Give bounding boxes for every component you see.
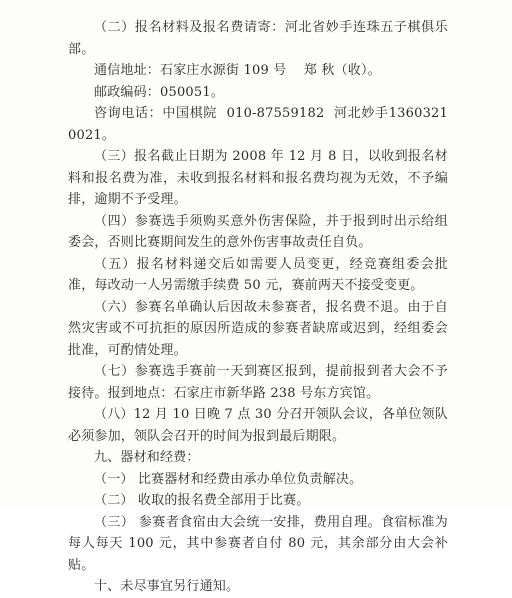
paragraph-check-in: （七）参赛选手赛前一天到赛区报到，提前报到者大会不予接待。报到地点：石家庄市新华路 238 号东方宾馆。 (68, 364, 448, 401)
paragraph-contact-phone: 咨询电话：中国棋院 010-87559182 河北妙手13603210021。 (68, 106, 448, 143)
paragraph-equipment: （一） 比赛器材和经费由承办单位负责解决。 (94, 471, 363, 487)
section-heading-equipment-funding: 九、器材和经费： (94, 450, 200, 465)
paragraph-registration-mail: （二）报名材料及报名费请寄：河北省妙手连珠五子棋俱乐部。 (68, 20, 448, 57)
paragraph-leaders-meeting: （八）12 月 10 日晚 7 点 30 分召开领队会议，各单位领队必须参加，领队会召开的时间为报到最后期限。 (68, 407, 448, 444)
paragraph-insurance: （四）参赛选手须购买意外伤害保险，并于报到时出示给组委会，否则比赛期间发生的意外伤害事故责任自负。 (68, 213, 448, 250)
paragraph-fee-usage: （二） 收取的报名费全部用于比赛。 (94, 493, 310, 508)
document-body (68, 17, 448, 598)
paragraph-postal-code: 邮政编码：050051。 (94, 84, 225, 100)
paragraph-accommodation: （三） 参赛者食宿由大会统一安排，费用自理。食宿标准为每人每天 100 元，其中参赛者自付 80 元，其余部分由大会补贴。 (68, 514, 448, 573)
paragraph-absence: （六）参赛名单确认后因故未参赛者，报名费不退。由于自然灾害或不可抗拒的原因所造成的参赛者缺席或迟到，经组委会批准，可酌情处理。 (68, 299, 448, 358)
paragraph-member-change: （五）报名材料递交后如需要人员变更，经竞赛组委会批准，每改动一人另需缴手续费 50 元，赛前两天不接受变更。 (68, 256, 448, 293)
paragraph-mailing-address: 通信地址：石家庄水源街 109 号 郑 秋（收）。 (94, 63, 381, 78)
paragraph-deadline: （三）报名截止日期为 2008 年 12 月 8 日，以收到报名材料和报名费为准，未收到报名材料和报名费均视为无效，不予编排，逾期不予受理。 (68, 149, 448, 207)
paragraph-further-notice: 十、未尽事宜另行通知。 (94, 579, 240, 594)
